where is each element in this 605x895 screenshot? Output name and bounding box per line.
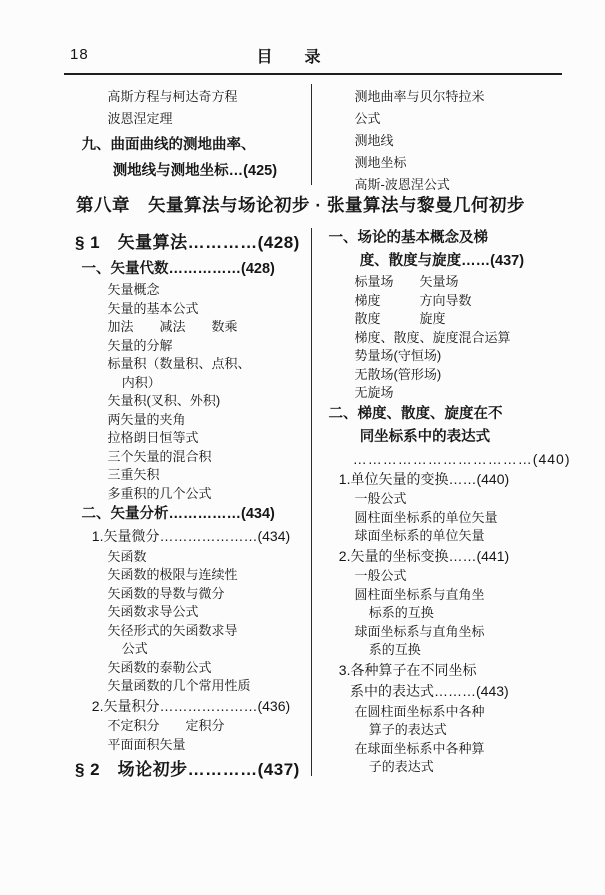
toc-line: 同坐标系中的表达式 bbox=[359, 428, 491, 445]
toc-line: 测地线与测地坐标…(425) bbox=[112, 163, 278, 179]
toc-line: ………………………………(440) bbox=[352, 450, 571, 467]
toc-line: 公式 bbox=[121, 641, 148, 656]
toc-line: 势量场(守恒场) bbox=[354, 348, 442, 363]
toc-line: 矢量的基本公式 bbox=[107, 300, 199, 316]
toc-line: 公式 bbox=[354, 111, 381, 126]
toc-line: 矢函数求导公式 bbox=[107, 604, 199, 619]
toc-line: 波恩涅定理 bbox=[107, 111, 173, 126]
toc-line: 三个矢量的混合积 bbox=[107, 448, 212, 464]
toc-line: 梯度 方向导数 bbox=[354, 292, 472, 308]
toc-line: 高斯-波恩涅公式 bbox=[354, 177, 450, 192]
toc-line: 2.矢量积分…………………(436) bbox=[91, 697, 291, 714]
toc-line: 无旋场 bbox=[354, 385, 394, 400]
header-rule bbox=[64, 73, 562, 75]
toc-line: 圆柱面坐标系的单位矢量 bbox=[354, 509, 498, 525]
toc-line: 两矢量的夹角 bbox=[107, 411, 186, 427]
toc-line: 矢量概念 bbox=[107, 282, 160, 297]
toc-line: 测地曲率与贝尔特拉米 bbox=[354, 89, 485, 104]
toc-line: 一般公式 bbox=[354, 491, 407, 506]
page-number: 18 bbox=[70, 46, 89, 63]
toc-line: 标量场 矢量场 bbox=[354, 274, 459, 289]
toc-line: 平面面积矢量 bbox=[107, 736, 186, 752]
chapter-heading: 第八章 矢量算法与场论初步 · 张量算法与黎曼几何初步 bbox=[76, 195, 526, 215]
toc-line: 测地线 bbox=[354, 133, 394, 148]
toc-line: 一、矢量代数……………(428) bbox=[81, 261, 275, 277]
toc-line: 标量积（数量积、点积、 bbox=[107, 356, 251, 371]
toc-line: 不定积分 定积分 bbox=[107, 718, 225, 733]
toc-line: 内积） bbox=[121, 374, 161, 390]
toc-line: 二、矢量分析……………(434) bbox=[81, 506, 275, 522]
toc-line: 矢函数的极限与连续性 bbox=[107, 567, 238, 582]
toc-line: 矢函数的泰勒公式 bbox=[107, 659, 212, 675]
toc-line: 九、曲面曲线的测地曲率、 bbox=[81, 137, 256, 153]
prev-chapter-left-column bbox=[75, 86, 311, 184]
toc-line: § 2 场论初步…………(437) bbox=[75, 760, 300, 779]
toc-line: 度、散度与旋度……(437) bbox=[359, 253, 525, 269]
toc-line: 系的互换 bbox=[368, 642, 421, 657]
toc-line: 算子的表达式 bbox=[368, 722, 447, 737]
toc-line: 加法 减法 数乘 bbox=[107, 319, 238, 334]
toc-line: 3.各种算子在不同坐标 bbox=[338, 661, 477, 678]
toc-line: 测地坐标 bbox=[354, 155, 407, 170]
page-header-title: 目 录 bbox=[256, 49, 329, 66]
toc-line: 在圆柱面坐标系中各种 bbox=[354, 703, 485, 719]
toc-line: 子的表达式 bbox=[368, 759, 434, 774]
toc-line: 无散场(管形场) bbox=[354, 366, 442, 382]
toc-line: 散度 旋度 bbox=[354, 311, 446, 326]
toc-line: 一般公式 bbox=[354, 568, 407, 583]
toc-line: 矢径形式的矢函数求导 bbox=[107, 622, 238, 638]
toc-line: 球面坐标系与直角坐标 bbox=[354, 623, 485, 639]
prev-chapter-right-column bbox=[322, 86, 572, 196]
toc-line: 圆柱面坐标系与直角坐 bbox=[354, 586, 485, 602]
toc-left-column bbox=[75, 227, 311, 785]
toc-line: 高斯方程与柯达奇方程 bbox=[107, 89, 238, 104]
toc-line: 矢量函数的几个常用性质 bbox=[107, 678, 251, 693]
toc-line: 矢量的分解 bbox=[107, 337, 173, 353]
toc-line: 矢量积(叉积、外积) bbox=[107, 393, 221, 408]
toc-line: 一、场论的基本概念及梯 bbox=[328, 230, 489, 246]
toc-line: 三重矢积 bbox=[107, 467, 160, 482]
toc-line: 二、梯度、散度、旋度在不 bbox=[328, 405, 503, 422]
toc-line: 1.矢量微分…………………(434) bbox=[91, 528, 291, 544]
toc-line: 标系的互换 bbox=[368, 605, 434, 620]
toc-line: 矢函数 bbox=[107, 548, 147, 564]
toc-line: 球面坐标系的单位矢量 bbox=[354, 528, 485, 543]
toc-line: § 1 矢量算法…………(428) bbox=[75, 233, 300, 252]
toc-line: 2.矢量的坐标变换……(441) bbox=[338, 547, 510, 564]
column-divider-main bbox=[311, 228, 312, 776]
toc-line: 系中的表达式………(443) bbox=[350, 683, 509, 699]
toc-line: 多重积的几个公式 bbox=[107, 485, 212, 501]
toc-right-column bbox=[322, 227, 582, 777]
column-divider-top bbox=[311, 84, 312, 185]
toc-line: 1.单位矢量的变换……(440) bbox=[338, 470, 510, 487]
toc-line: 拉格朗日恒等式 bbox=[107, 430, 199, 445]
toc-line: 梯度、散度、旋度混合运算 bbox=[354, 329, 511, 345]
toc-line: 在球面坐标系中各种算 bbox=[354, 740, 485, 756]
toc-line: 矢函数的导数与微分 bbox=[107, 585, 225, 601]
